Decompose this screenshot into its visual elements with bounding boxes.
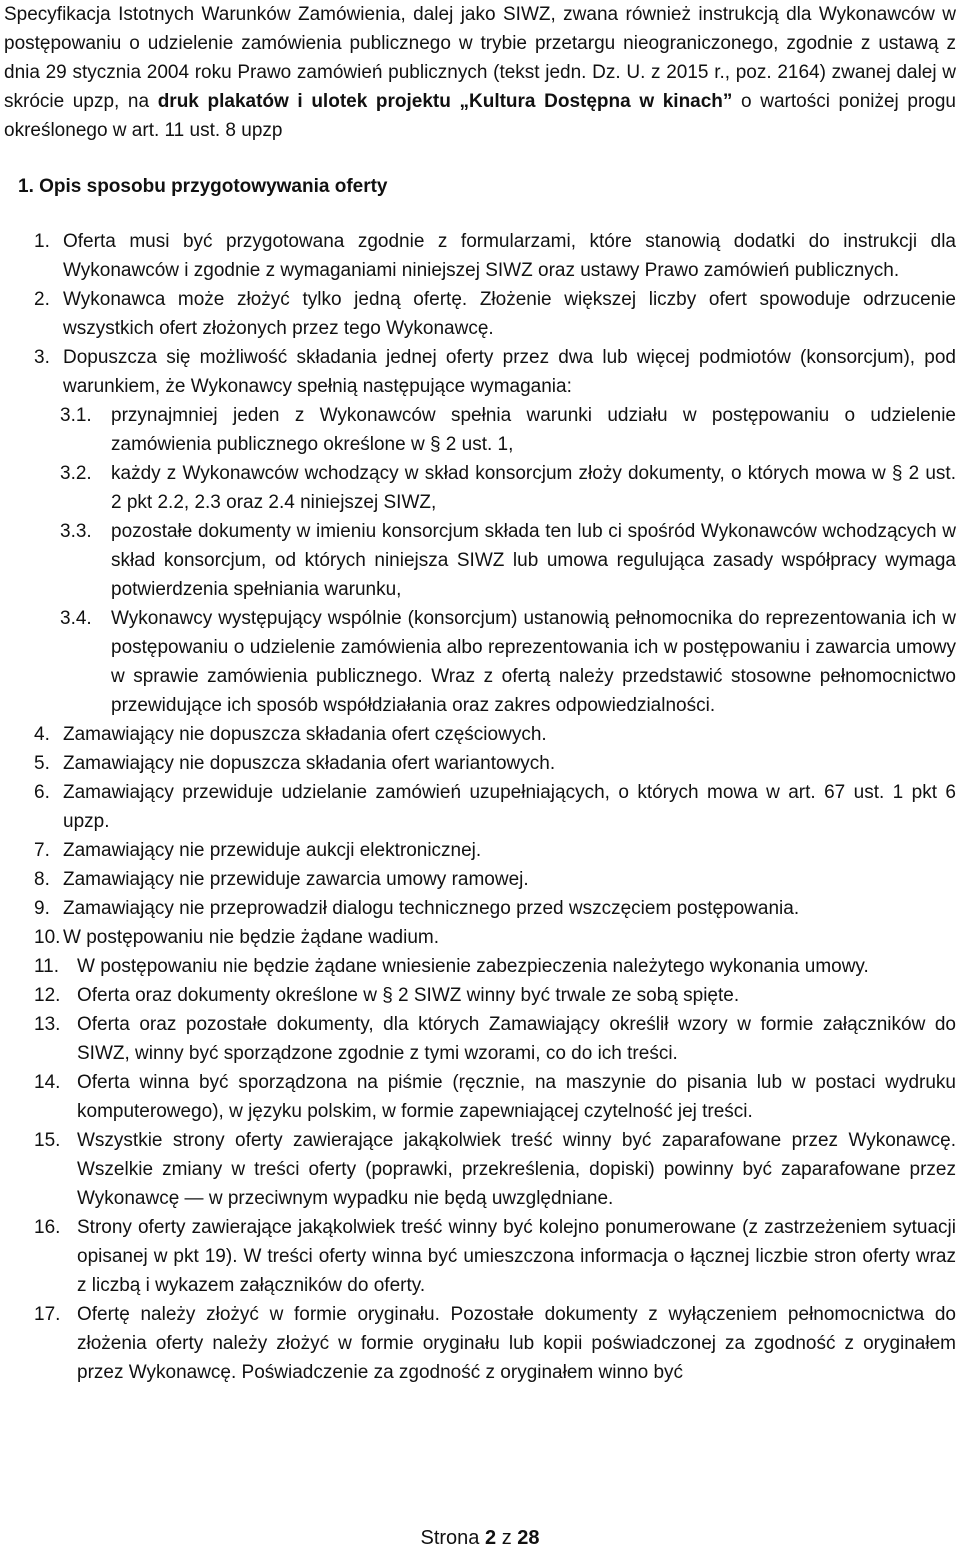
list-subitem [4,517,956,604]
item-text: Zamawiający nie przeprowadził dialogu technicznego przed wszczęciem postępowania. [63,898,800,919]
item-text: Oferta oraz pozostałe dokumenty, dla których Zamawiający określił wzory w formie załączników do SIWZ, winny być sporządzone zgodnie z tymi wzorami, co do ich treści. [77,1014,956,1064]
list-item [4,1213,956,1300]
item-number: 3.1. [60,405,92,426]
numbered-list [4,227,956,1387]
item-number: 11. [34,956,60,977]
intro-text: Specyfikacja Istotnych Warunków Zamówienia, dalej jako SIWZ, zwana również instrukcją dla Wykonawców w postępowaniu o udzielenie zamówienia publicznego w trybie przetargu nieograniczonego, zgodnie z ustawą z dnia 29 stycznia 2004 roku Prawo zamówień publicznych (tekst jedn. Dz. U. z 2015 r., poz. 2164) zwanej dalej w skrócie upzp, na [4,4,956,112]
item-number: 16. [34,1217,61,1238]
item-number: 3.2. [60,463,92,484]
item-number: 15. [34,1130,61,1151]
item-text: pozostałe dokumenty w imieniu konsorcjum składa ten lub ci spośród Wykonawców wchodzących w skład konsorcjum, od których niniejsza SIWZ lub umowa regulująca zasady współpracy wymaga potwierdzenia spełniania warunku, [111,521,956,600]
item-number: 3. [34,347,50,368]
item-number: 1. [34,231,50,252]
list-item [4,923,956,952]
list-item [4,981,956,1010]
item-text: Strony oferty zawierające jakąkolwiek treść winny być kolejno ponumerowane (z zastrzeżeniem sytuacji opisanej w pkt 19). W treści oferty winna być umieszczona informacja o łącznej liczbie stron oferty wraz z liczbą i wykazem załączników do oferty. [77,1217,956,1296]
item-number: 3.3. [60,521,92,542]
item-number: 2. [34,289,50,310]
list-subitem [4,604,956,720]
item-number: 4. [34,724,50,745]
item-text: Oferta winna być sporządzona na piśmie (ręcznie, na maszynie do pisania lub w postaci wydruku komputerowego), w języku polskim, w formie zapewniającej czytelność jej treści. [77,1072,956,1122]
list-item [4,836,956,865]
page-footer [0,1524,960,1553]
intro-text-end: o wartości poniżej progu określonego w art. 11 ust. 8 upzp [4,91,956,141]
item-number: 7. [34,840,50,861]
list-item [4,1300,956,1387]
item-text: Oferta oraz dokumenty określone w § 2 SIWZ winny być trwale ze sobą spięte. [77,985,740,1006]
item-number: 10. [34,927,61,948]
list-subitem [4,401,956,459]
item-number: 3.4. [60,608,92,629]
item-number: 6. [34,782,50,803]
page-of: z [501,1527,512,1549]
list-item [4,894,956,923]
intro-paragraph [4,0,956,145]
item-text: Zamawiający przewiduje udzielanie zamówień uzupełniających, o których mowa w art. 67 ust. 1 pkt 6 upzp. [63,782,956,832]
item-text: Oferta musi być przygotowana zgodnie z formularzami, które stanowią dodatki do instrukcji dla Wykonawców i zgodnie z wymaganiami niniejszej SIWZ oraz ustawy Prawo zamówień publicznych. [63,231,956,281]
item-text: Ofertę należy złożyć w formie oryginału. Pozostałe dokumenty z wyłączeniem pełnomocnictwa do złożenia oferty należy złożyć w formie oryginału lub kopii poświadczonej za zgodność z oryginałem przez Wykonawcę. Poświadczenie za zgodność z oryginałem winno być [77,1304,956,1383]
item-text: Wykonawcy występujący wspólnie (konsorcjum) ustanowią pełnomocnika do reprezentowania ich w postępowaniu o udzielenie zamówienia albo reprezentowania ich w postępowaniu i zawarcia umowy w sprawie zamówienia publicznego. Wraz z ofertą należy przedstawić stosowne pełnomocnictwo przewidujące ich sposób współdziałania oraz zakres odpowiedzialności. [111,608,956,716]
page-number: 2 [485,1527,497,1549]
item-text: W postępowaniu nie będzie żądane wniesienie zabezpieczenia należytego wykonania umowy. [77,956,869,977]
list-subitem [4,459,956,517]
list-item [4,865,956,894]
item-number: 17. [34,1304,61,1325]
item-text: Wykonawca może złożyć tylko jedną ofertę. Złożenie większej liczby ofert spowoduje odrzucenie wszystkich ofert złożonych przez tego Wykonawcę. [63,289,956,339]
item-text: Zamawiający nie przewiduje zawarcia umowy ramowej. [63,869,529,890]
section-heading: 1. Opis sposobu przygotowywania oferty [18,176,388,197]
list-item [4,952,956,981]
item-number: 9. [34,898,50,919]
list-item [4,1068,956,1126]
item-text: Wszystkie strony oferty zawierające jakąkolwiek treść winny być zaparafowane przez Wykonawcę. Wszelkie zmiany w treści oferty (poprawki, przekreślenia, dopiski) powinny być zaparafowane przez Wykonawcę — w przeciwnym wypadku nie będą uwzględniane. [77,1130,956,1209]
list-item [4,1010,956,1068]
list-item [4,227,956,285]
list-item [4,285,956,343]
item-text: Zamawiający nie przewiduje aukcji elektronicznej. [63,840,482,861]
page-label: Strona [420,1527,480,1549]
list-item [4,749,956,778]
item-number: 8. [34,869,50,890]
item-number: 12. [34,985,61,1006]
item-text: przynajmniej jeden z Wykonawców spełnia warunki udziału w postępowaniu o udzielenie zamówienia publicznego określone w § 2 ust. 1, [111,405,956,455]
page-total: 28 [517,1527,540,1549]
list-item [4,720,956,749]
item-text: W postępowaniu nie będzie żądane wadium. [63,927,440,948]
list-item [4,778,956,836]
list-item [4,1126,956,1213]
item-text: Zamawiający nie dopuszcza składania ofert wariantowych. [63,753,556,774]
list-item [4,343,956,401]
item-number: 14. [34,1072,61,1093]
item-text: każdy z Wykonawców wchodzący w skład konsorcjum złoży dokumenty, o których mowa w § 2 ust. 2 pkt 2.2, 2.3 oraz 2.4 niniejszej SIWZ, [111,463,956,513]
item-text: Zamawiający nie dopuszcza składania ofert częściowych. [63,724,547,745]
intro-subject-bold: druk plakatów i ulotek projektu „Kultura Dostępna w kinach” [157,91,733,112]
item-text: Dopuszcza się możliwość składania jednej oferty przez dwa lub więcej podmiotów (konsorcjum), pod warunkiem, że Wykonawcy spełnią następujące wymagania: [63,347,956,397]
item-number: 5. [34,753,50,774]
item-number: 13. [34,1014,61,1035]
